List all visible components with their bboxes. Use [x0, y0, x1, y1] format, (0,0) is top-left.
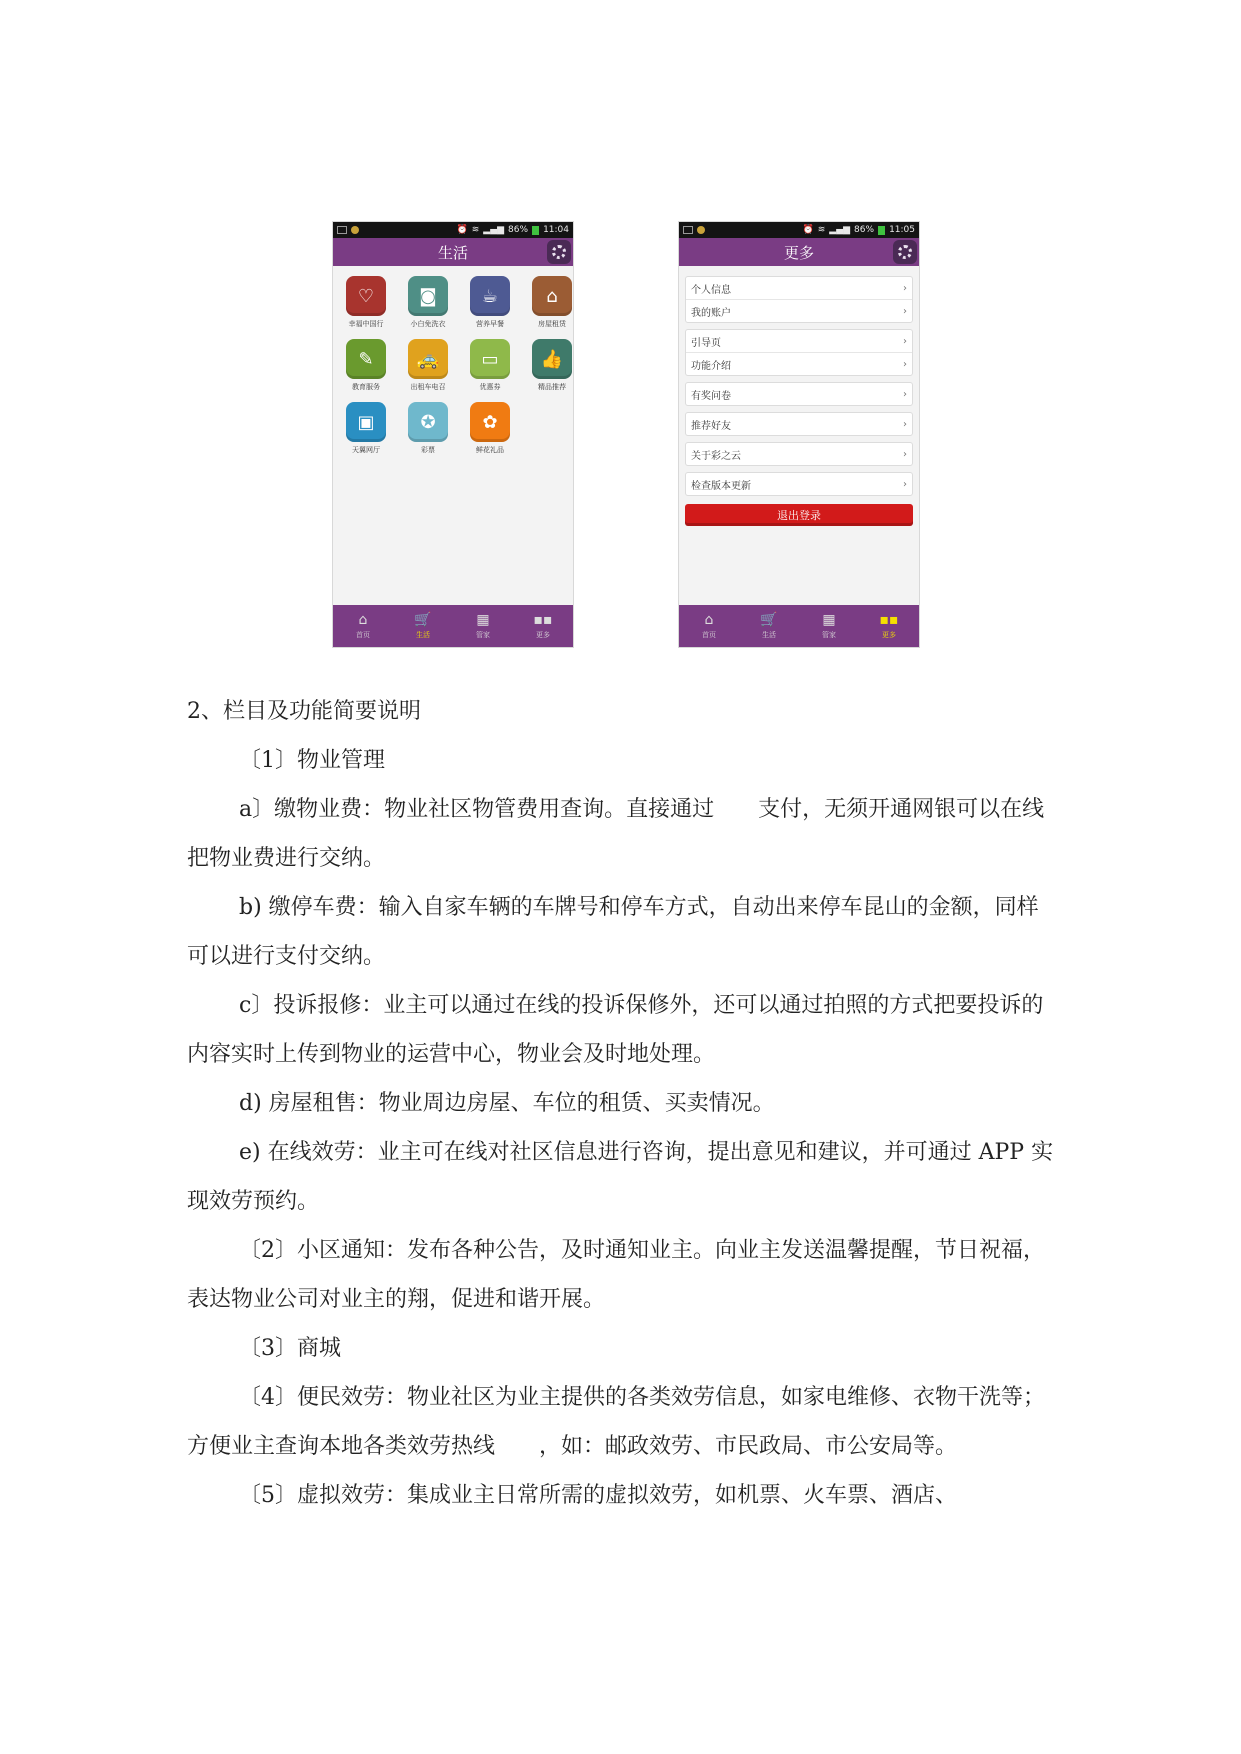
tab-grid[interactable]	[513, 612, 573, 640]
battery-percent: 86%	[854, 225, 875, 235]
alarm-icon: ⏰	[802, 225, 814, 235]
tab-label: 更多	[536, 631, 550, 639]
taxi-icon: 🚕	[408, 339, 448, 379]
menu-group	[685, 382, 913, 406]
menu-item-label: 引导页	[691, 337, 721, 349]
chevron-right-icon: ›	[903, 282, 907, 294]
app-tile[interactable]	[459, 276, 521, 329]
chevron-right-icon: ›	[903, 478, 907, 490]
picture-icon	[337, 226, 347, 234]
paragraph: 〔5〕虚拟效劳：集成业主日常所需的虚拟效劳，如机票、火车票、酒店、	[239, 1483, 957, 1508]
app-tile[interactable]	[335, 402, 397, 455]
menu-item[interactable]	[686, 352, 912, 375]
wifi-icon: ≋	[471, 225, 480, 235]
wifi-icon: ≋	[817, 225, 826, 235]
app-tile[interactable]	[459, 339, 521, 392]
app-label: 营养早餐	[476, 320, 504, 328]
tab-label: 管家	[476, 631, 490, 639]
menu-item-label: 功能介绍	[691, 360, 731, 372]
paragraph: 〔4〕便民效劳：物业社区为业主提供的各类效劳信息，如家电维修、衣物干洗等；方便业主查询本地各类效劳热线 ，如：邮政效劳、市民政局、市公安局等。	[187, 1385, 1045, 1459]
battery-percent: 86%	[508, 225, 529, 235]
menu-item-label: 关于彩之云	[691, 450, 741, 462]
title-bar	[333, 238, 573, 266]
home-icon: ⌂	[358, 612, 368, 628]
app-label: 出租车电召	[410, 383, 446, 391]
chevron-right-icon: ›	[903, 388, 907, 400]
app-label: 小白免洗衣	[410, 320, 446, 328]
picture-icon: ▦	[476, 612, 490, 628]
menu-item-label: 检查版本更新	[691, 480, 751, 492]
menu-group	[685, 412, 913, 436]
signal-icon: ▂▄▆	[829, 225, 851, 235]
chevron-right-icon: ›	[903, 305, 907, 317]
settings-gear-icon[interactable]	[547, 240, 571, 264]
app-label: 房屋租赁	[538, 320, 566, 328]
menu-item[interactable]	[686, 383, 912, 405]
app-label: 精品推荐	[538, 383, 566, 391]
paragraph: 〔2〕小区通知：发布各种公告，及时通知业主。向业主发送温馨提醒，节日祝福，表达物业公司对业主的翔，促进和谐开展。	[187, 1238, 1045, 1312]
menu-group	[685, 442, 913, 466]
grid-icon: ▪▪	[533, 612, 553, 628]
section-heading: 2、栏目及功能简要说明	[187, 699, 421, 724]
paragraph: b) 缴停车费：输入自家车辆的车牌号和停车方式，自动出来停车昆山的金额，同样可以进行支付交纳。	[187, 895, 1039, 969]
chevron-right-icon: ›	[903, 448, 907, 460]
title-bar	[679, 238, 919, 266]
coupon-icon: ▭	[470, 339, 510, 379]
menu-item-label: 推荐好友	[691, 420, 731, 432]
app-tile[interactable]	[521, 276, 573, 329]
chevron-right-icon: ›	[903, 418, 907, 430]
menu-item-label: 我的账户	[691, 307, 731, 319]
menu-item[interactable]	[686, 443, 912, 465]
house-icon: ⌂	[532, 276, 572, 316]
menu-item-label: 有奖问卷	[691, 390, 731, 402]
home-icon: ⌂	[704, 612, 714, 628]
heart-icon: ♡	[346, 276, 386, 316]
chevron-right-icon: ›	[903, 335, 907, 347]
phone-screenshot-life	[333, 222, 573, 647]
app-label: 教育服务	[352, 383, 380, 391]
settings-menu	[679, 266, 919, 496]
picture-icon: ▦	[822, 612, 836, 628]
tab-cart[interactable]	[393, 612, 453, 640]
paragraph: d) 房屋租售：物业周边房屋、车位的租赁、买卖情况。	[239, 1091, 775, 1116]
flower-icon: ✿	[470, 402, 510, 442]
menu-group	[685, 329, 913, 376]
app-grid	[333, 266, 573, 455]
tab-grid[interactable]	[859, 612, 919, 640]
menu-group	[685, 276, 913, 323]
logout-button[interactable]: 退出登录	[685, 504, 913, 526]
paragraph: 〔3〕商城	[239, 1336, 341, 1361]
status-time: 11:05	[889, 225, 915, 235]
tab-label: 生活	[416, 631, 430, 639]
paragraph: a〕缴物业费：物业社区物管费用查询。直接通过 支付，无须开通网银可以在线把物业费进行交纳。	[187, 797, 1045, 871]
tab-cart[interactable]	[739, 612, 799, 640]
app-tile[interactable]	[335, 276, 397, 329]
breakfast-icon: ☕	[470, 276, 510, 316]
app-tile[interactable]	[335, 339, 397, 392]
app-tile[interactable]	[397, 339, 459, 392]
status-bar	[679, 222, 919, 238]
page-title: 生活	[437, 243, 468, 262]
notification-icon	[697, 226, 705, 234]
tab-home[interactable]	[333, 612, 393, 640]
app-tile[interactable]	[459, 402, 521, 455]
document-body	[187, 687, 1057, 1520]
menu-item[interactable]	[686, 330, 912, 352]
cart-icon: 🛒	[414, 612, 432, 628]
paragraph: e) 在线效劳：业主可在线对社区信息进行咨询，提出意见和建议，并可通过 APP 实现效劳预约。	[187, 1140, 1054, 1214]
tab-label: 首页	[356, 631, 370, 639]
settings-gear-icon[interactable]	[893, 240, 917, 264]
app-label: 天翼网厅	[352, 446, 380, 454]
lottery-icon: ✪	[408, 402, 448, 442]
battery-icon	[532, 226, 539, 235]
status-time: 11:04	[543, 225, 569, 235]
bottom-tab-bar	[333, 605, 573, 647]
tab-label: 管家	[822, 631, 836, 639]
app-tile[interactable]	[397, 276, 459, 329]
menu-group	[685, 472, 913, 496]
phone-screenshot-more	[679, 222, 919, 647]
cart-icon: 🛒	[760, 612, 778, 628]
app-label: 鲜花礼品	[476, 446, 504, 454]
paragraph: 〔1〕物业管理	[239, 748, 385, 773]
battery-icon	[878, 226, 885, 235]
menu-item[interactable]	[686, 473, 912, 495]
menu-item-label: 个人信息	[691, 284, 731, 296]
chevron-right-icon: ›	[903, 358, 907, 370]
alarm-icon: ⏰	[456, 225, 468, 235]
tab-label: 首页	[702, 631, 716, 639]
thumbs-up-icon: 👍	[532, 339, 572, 379]
status-bar	[333, 222, 573, 238]
notification-icon	[351, 226, 359, 234]
washing-machine-icon: ◙	[408, 276, 448, 316]
tab-label: 生活	[762, 631, 776, 639]
paragraph: c〕投诉报修：业主可以通过在线的投诉保修外，还可以通过拍照的方式把要投诉的内容实时上传到物业的运营中心，物业会及时地处理。	[187, 993, 1044, 1067]
page-title: 更多	[783, 243, 814, 262]
tab-home[interactable]	[679, 612, 739, 640]
tab-picture[interactable]	[799, 612, 859, 640]
tab-picture[interactable]	[453, 612, 513, 640]
app-label: 彩票	[421, 446, 435, 454]
menu-item[interactable]	[686, 299, 912, 322]
laptop-icon: ▣	[346, 402, 386, 442]
pencil-icon: ✎	[346, 339, 386, 379]
picture-icon	[683, 226, 693, 234]
app-label: 优惠券	[479, 383, 501, 391]
menu-item[interactable]	[686, 277, 912, 299]
app-tile[interactable]	[521, 339, 573, 392]
tab-label: 更多	[882, 631, 896, 639]
menu-item[interactable]	[686, 413, 912, 435]
bottom-tab-bar	[679, 605, 919, 647]
signal-icon: ▂▄▆	[483, 225, 505, 235]
grid-icon: ▪▪	[879, 612, 899, 628]
app-tile[interactable]	[397, 402, 459, 455]
app-label: 幸福中国行	[348, 320, 384, 328]
